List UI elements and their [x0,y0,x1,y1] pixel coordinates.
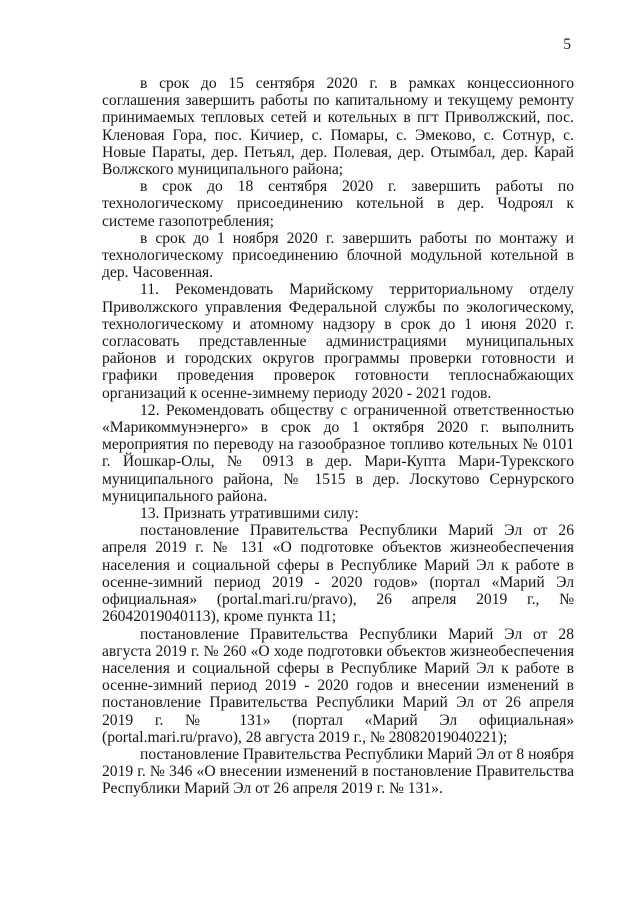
paragraph-item-11: 11. Рекомендовать Марийскому территориальному отделу Приволжского управления Федеральной службы по экологическому, технологическому и атомному надзору в срок до 1 июня 2020 г. согласовать представленные администрациями муниципальных районов и городских округов программы проверки готовности и графики проведения проверок готовности теплоснабжающих организаций к осенне-зимнему периоду 2020 - 2021 годов. [102,281,574,402]
paragraph-repealed-260: постановление Правительства Республики Марий Эл от 28 августа 2019 г. № 260 «О ходе подготовки объектов жизнеобеспечения населения и социальной сферы в Республике Марий Эл к работе в осенне-зимний период 2019 - 2020 годов и внесении изменений в постановление Правительства Республики Марий Эл от 26 апреля 2019 г. № 131» (портал «Марий Эл официальная» (portal.mari.ru/pravo), 28 августа 2019 г., № 28082019040221); [102,625,574,746]
paragraph-item-13: 13. Признать утратившими силу: [140,505,359,523]
paragraph-repealed-131: постановление Правительства Республики Марий Эл от 26 апреля 2019 г. № 131 «О подготовке объектов жизнеобеспечения населения и социальной сферы в Республике Марий Эл к работе в осенне-зимний период 2019 - 2020 годов» (портал «Марий Эл официальная» (portal.mari.ru/pravo), 26 апреля 2019 г., № 26042019040113), кроме пункта 11; [102,522,574,626]
paragraph-deadline-sept15: в срок до 15 сентября 2020 г. в рамках концессионного соглашения завершить работы по капитальному и текущему ремонту принимаемых тепловых сетей и котельных в пгт Приволжский, пос. Кленовая Гора, пос. Кичиер, с. Помары, с. Эмеково, с. Сотнур, с. Новые Параты, дер. Петьял, дер. Полевая, дер. Отымбал, дер. Карай Волжского муниципального района; [102,75,574,179]
paragraph-repealed-346: постановление Правительства Республики Марий Эл от 8 ноября 2019 г. № 346 «О внесении изменений в постановление Правительства Республики Марий Эл от 26 апреля 2019 г. № 131». [102,745,574,798]
paragraph-deadline-nov1: в срок до 1 ноября 2020 г. завершить работы по монтажу и технологическому присоединению блочной модульной котельной в дер. Часовенная. [102,229,574,282]
page-number: 5 [563,36,571,53]
paragraph-deadline-sept18: в срок до 18 сентября 2020 г. завершить работы по технологическому присоединению котельной в дер. Чодроял к системе газопотребления; [102,178,574,230]
document-body [102,75,574,798]
paragraph-item-12: 12. Рекомендовать обществу с ограниченной ответственностью «Марикоммунэнерго» в срок до 1 октября 2020 г. выполнить мероприятия по переводу на газообразное топливо котельных № 0101 г. Йошкар-Олы, № 0913 в дер. Мари-Купта Мари-Турекского муниципального района, № 1515 в дер. Лоскутово Сернурского муниципального района. [102,401,574,505]
